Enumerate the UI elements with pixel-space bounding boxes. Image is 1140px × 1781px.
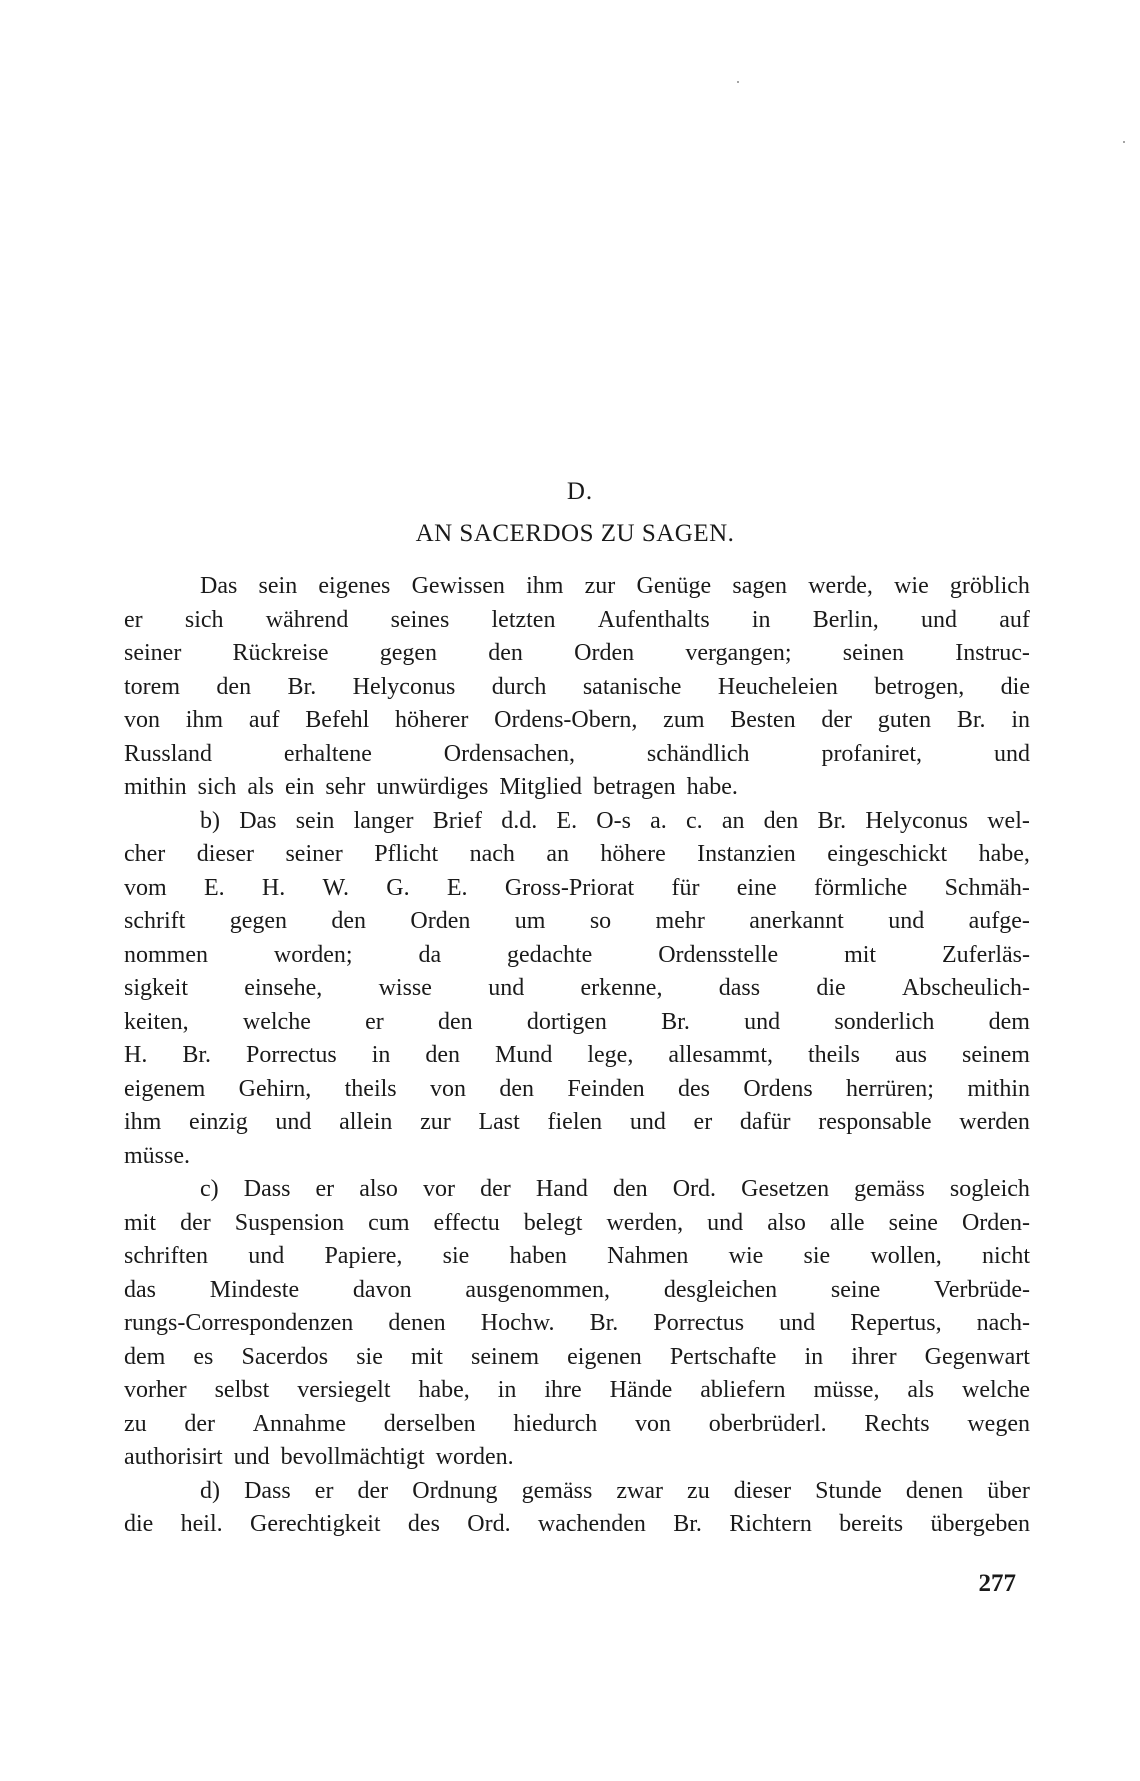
text-line: dem es Sacerdos sie mit seinem eigenen Pertschafte in ihrer Gegenwart [124, 1343, 1030, 1370]
text-line: das Mindeste davon ausgenommen, desgleichen seine Verbrüde- [124, 1276, 1030, 1303]
text-line: Russland erhaltene Ordensachen, schändlich profaniret, und [124, 740, 1030, 767]
page-number: 277 [978, 1570, 1016, 1597]
text-line: ihm einzig und allein zur Last fielen und er dafür responsable werden [124, 1109, 1030, 1135]
text-line: nommen worden; da gedachte Ordensstelle mit Zuferläs- [124, 941, 1030, 968]
text-line: torem den Br. Helyconus durch satanische Heucheleien betrogen, die [124, 673, 1030, 700]
text-line: mithin sich als ein sehr unwürdiges Mitglied betragen habe. [124, 774, 738, 800]
text-line: eigenem Gehirn, theils von den Feinden des Ordens herrüren; mithin [124, 1075, 1030, 1102]
text-line: authorisirt und bevollmächtigt worden. [124, 1444, 514, 1470]
text-line: d) Dass er der Ordnung gemäss zwar zu dieser Stunde denen über [200, 1477, 1030, 1504]
text-line: müsse. [124, 1142, 190, 1169]
text-line: schrift gegen den Orden um so mehr anerkannt und aufge- [124, 908, 1030, 934]
text-line: zu der Annahme derselben hiedurch von oberbrüderl. Rechts wegen [124, 1410, 1030, 1437]
text-line: die heil. Gerechtigkeit des Ord. wachenden Br. Richtern bereits übergeben [124, 1511, 1030, 1537]
body-text [124, 570, 1030, 1542]
section-letter: D. [566, 478, 594, 505]
text-line: vom E. H. W. G. E. Gross-Priorat für eine förmliche Schmäh- [124, 874, 1030, 901]
text-line: Das sein eigenes Gewissen ihm zur Genüge sagen werde, wie gröblich [200, 573, 1030, 599]
text-line: H. Br. Porrectus in den Mund lege, allesammt, theils aus seinem [124, 1042, 1030, 1068]
text-line: keiten, welche er den dortigen Br. und sonderlich dem [124, 1008, 1030, 1035]
text-line: b) Das sein langer Brief d.d. E. O-s a. c. an den Br. Helyconus wel- [200, 807, 1030, 834]
text-line: rungs-Correspondenzen denen Hochw. Br. Porrectus und Repertus, nach- [124, 1310, 1030, 1336]
text-line: sigkeit einsehe, wisse und erkenne, dass die Abscheulich- [124, 975, 1030, 1001]
text-line: vorher selbst versiegelt habe, in ihre Hände abliefern müsse, als welche [124, 1377, 1030, 1403]
section-title: AN SACERDOS ZU SAGEN. [415, 520, 735, 547]
print-speck [737, 81, 739, 83]
text-line: c) Dass er also vor der Hand den Ord. Gesetzen gemäss sogleich [200, 1176, 1030, 1202]
text-line: von ihm auf Befehl höherer Ordens-Obern, zum Besten der guten Br. in [124, 707, 1030, 733]
text-line: seiner Rückreise gegen den Orden vergangen; seinen Instruc- [124, 640, 1030, 666]
text-line: er sich während seines letzten Aufenthalts in Berlin, und auf [124, 606, 1030, 633]
text-line: mit der Suspension cum effectu belegt werden, und also alle seine Orden- [124, 1209, 1030, 1236]
text-line: schriften und Papiere, sie haben Nahmen wie sie wollen, nicht [124, 1243, 1030, 1269]
print-speck [1123, 141, 1125, 143]
text-line: cher dieser seiner Pflicht nach an höhere Instanzien eingeschickt habe, [124, 841, 1030, 867]
